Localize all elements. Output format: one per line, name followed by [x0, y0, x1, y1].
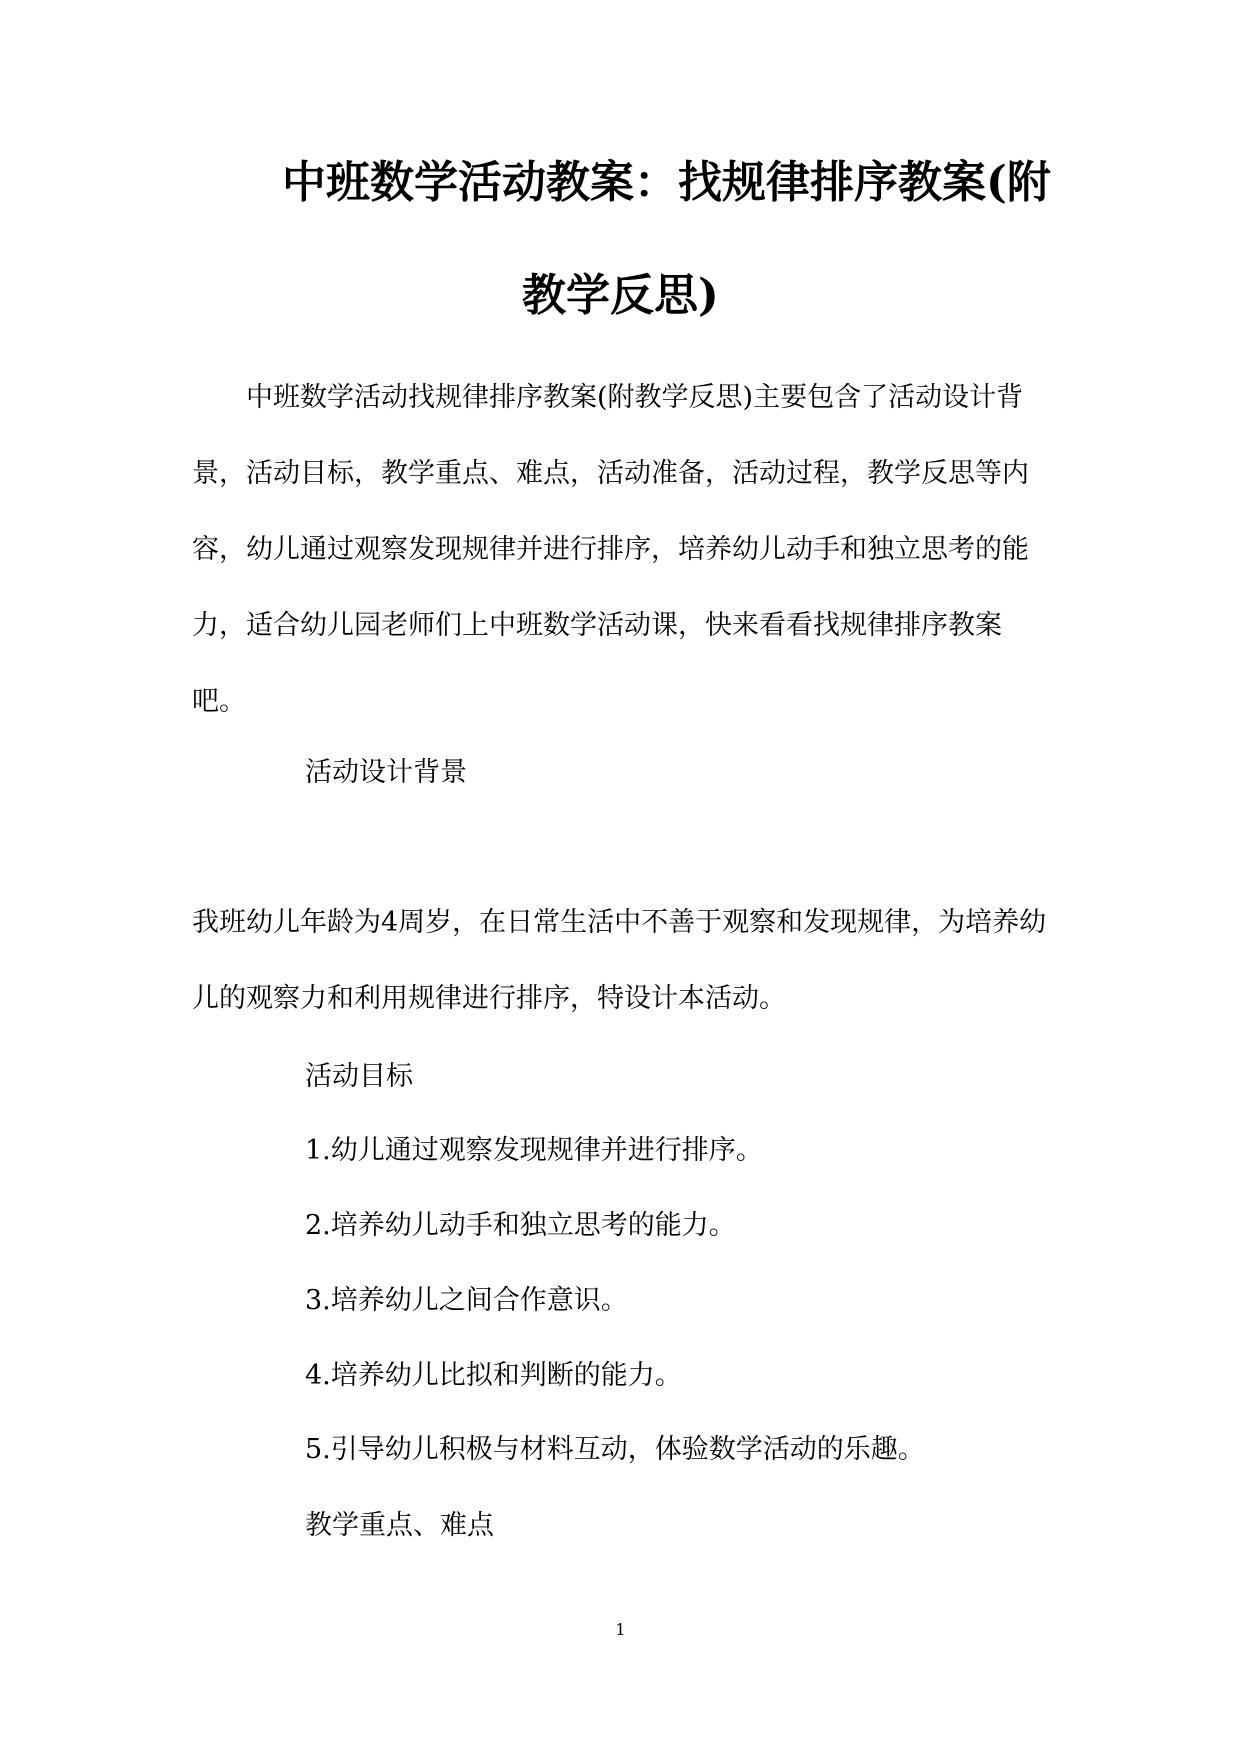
background-paragraph: 我班幼儿年龄为4周岁，在日常生活中不善于观察和发现规律，为培养幼儿的观察力和利用规律进行排序，特设计本活动。 [192, 907, 1047, 1014]
page-number: 1 [615, 1620, 626, 1639]
section-heading-goals: 活动目标 [305, 1061, 413, 1092]
goal-item: 3.培养幼儿之间合作意识。 [305, 1285, 628, 1316]
intro-paragraph: 中班数学活动找规律排序教案(附教学反思)主要包含了活动设计背景，活动目标，教学重点、难点，活动准备，活动过程，教学反思等内容，幼儿通过观察发现规律并进行排序，培养幼儿动手和独立思考的能力，适合幼儿园老师们上中班数学活动课，快来看看找规律排序教案吧。 [192, 382, 1029, 717]
document-title-line-2: 教学反思) [522, 270, 719, 321]
goal-item: 1.幼儿通过观察发现规律并进行排序。 [305, 1135, 763, 1166]
section-heading-key-points: 教学重点、难点 [305, 1510, 494, 1541]
goal-item: 4.培养幼儿比拟和判断的能力。 [305, 1360, 682, 1391]
goal-item: 5.引导幼儿积极与材料互动，体验数学活动的乐趣。 [305, 1434, 925, 1465]
document-title-line-1: 中班数学活动教案：找规律排序教案(附 [282, 157, 1051, 208]
section-heading-background: 活动设计背景 [305, 757, 467, 788]
goal-item: 2.培养幼儿动手和独立思考的能力。 [305, 1210, 736, 1241]
